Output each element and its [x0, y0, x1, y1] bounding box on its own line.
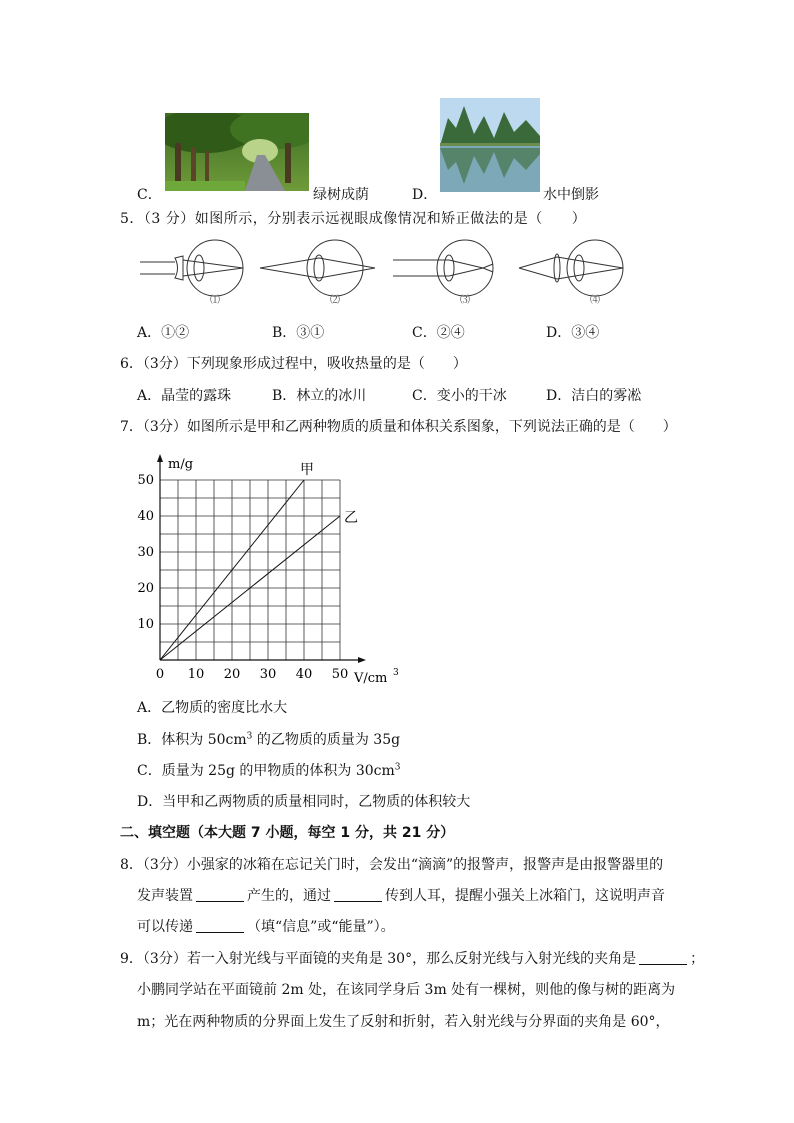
q7-option-b-text-1: B．体积为 50cm	[137, 732, 247, 748]
q7-option-c	[137, 760, 401, 780]
y-axis-arrow	[157, 454, 163, 462]
q7-option-b-sup: 3	[246, 731, 253, 742]
x-tick-label: 50	[331, 667, 349, 682]
q4-option-c-caption: 绿树成荫	[313, 187, 369, 203]
reflection-photo	[440, 98, 540, 192]
q4-option-d-label: D．	[412, 187, 438, 203]
section-2-heading: 二、填空题（本大题 7 小题，每空 1 分，共 21 分）	[120, 825, 455, 841]
q9-text-b: ；	[690, 951, 705, 967]
q8-text-b: 产生的，通过	[247, 888, 331, 904]
x-axis-label: V/cm	[354, 671, 388, 686]
q5-option-b: B．③①	[272, 325, 325, 341]
eye-label-2: ⑵	[330, 295, 340, 306]
question-7-stem: 7．（3分）如图所示是甲和乙两种物质的质量和体积关系图象，下列说法正确的是（ ）	[120, 419, 677, 435]
q7-option-c-sup: 3	[394, 762, 401, 773]
y-tick-label: 10	[137, 617, 154, 632]
question-8-line-1: 8．（3分）小强家的冰箱在忘记关门时，会发出“滴滴”的报警声，报警声是由报警器里的	[120, 857, 664, 873]
q6-option-b: B．林立的冰川	[272, 388, 367, 404]
q9-text-a: 9．（3分）若一入射光线与平面镜的夹角是 30°，那么反射光线与入射光线的夹角是	[120, 951, 637, 967]
tree-photo	[165, 113, 309, 191]
q5-option-d: D．③④	[546, 325, 600, 341]
eye-label-1: ⑴	[210, 295, 220, 306]
question-8-line-2	[137, 885, 665, 905]
question-9-line-3: m；光在两种物质的分界面上发生了反射和折射，若入射光线与分界面的夹角是 60°，	[137, 1014, 670, 1030]
x-tick-label: 40	[295, 667, 313, 682]
question-9-line-1	[120, 948, 704, 968]
q4-option-d-caption: 水中倒影	[543, 187, 599, 203]
q8-blank-1[interactable]	[196, 887, 244, 902]
y-tick-label: 20	[137, 581, 154, 596]
q8-blank-3[interactable]	[196, 918, 244, 933]
q4-option-c-label: C．	[137, 187, 162, 203]
series-label-1: 甲	[300, 462, 314, 478]
eye-label-4: ⑷	[590, 295, 600, 306]
q7-option-b	[137, 729, 400, 749]
x-tick-label: 30	[259, 667, 277, 682]
eye-label-3: ⑶	[460, 295, 470, 306]
q7-option-a: A．乙物质的密度比水大	[137, 700, 288, 716]
mass-volume-chart	[120, 445, 410, 690]
q7-option-b-text-2: 的乙物质的质量为 35g	[252, 732, 401, 748]
q6-option-c: C．变小的干冰	[412, 388, 507, 404]
q8-text-c: 传到人耳，提醒小强关上冰箱门，这说明声音	[385, 888, 665, 904]
q7-option-d: D．当甲和乙两物质的质量相同时，乙物质的体积较大	[137, 794, 471, 810]
q8-text-e: （填“信息”或“能量”）。	[247, 919, 395, 935]
q5-option-c: C．②④	[412, 325, 465, 341]
x-tick-label: 10	[187, 667, 205, 682]
question-9-line-2: 小鹏同学站在平面镜前 2m 处，在该同学身后 3m 处有一棵树，则他的像与树的距离为	[137, 982, 676, 998]
x-tick-label: 20	[223, 667, 241, 682]
question-5-stem: 5．（3 分）如图所示，分别表示远视眼成像情况和矫正做法的是（ ）	[120, 211, 587, 227]
q7-option-c-text: C．质量为 25g 的甲物质的体积为 30cm	[137, 763, 395, 779]
q6-option-a: A．晶莹的露珠	[137, 388, 232, 404]
question-6-stem: 6．（3分）下列现象形成过程中，吸收热量的是（ ）	[120, 356, 467, 372]
y-tick-label: 30	[137, 545, 154, 560]
q9-blank-1[interactable]	[639, 950, 687, 965]
q8-blank-2[interactable]	[334, 887, 382, 902]
q6-option-d: D．洁白的雾凇	[546, 388, 642, 404]
series-label-2: 乙	[344, 510, 358, 526]
y-tick-label: 40	[137, 509, 154, 524]
x-tick-label: 0	[155, 667, 165, 682]
x-axis-arrow	[358, 657, 366, 663]
x-axis-label-sup: 3	[393, 668, 399, 678]
q8-text-a: 发声装置	[137, 888, 193, 904]
q5-option-a: A．①②	[137, 325, 190, 341]
y-tick-label: 50	[137, 473, 154, 488]
q8-text-d: 可以传递	[137, 919, 193, 935]
y-axis-label: m/g	[168, 457, 194, 472]
question-8-line-3	[137, 916, 395, 936]
